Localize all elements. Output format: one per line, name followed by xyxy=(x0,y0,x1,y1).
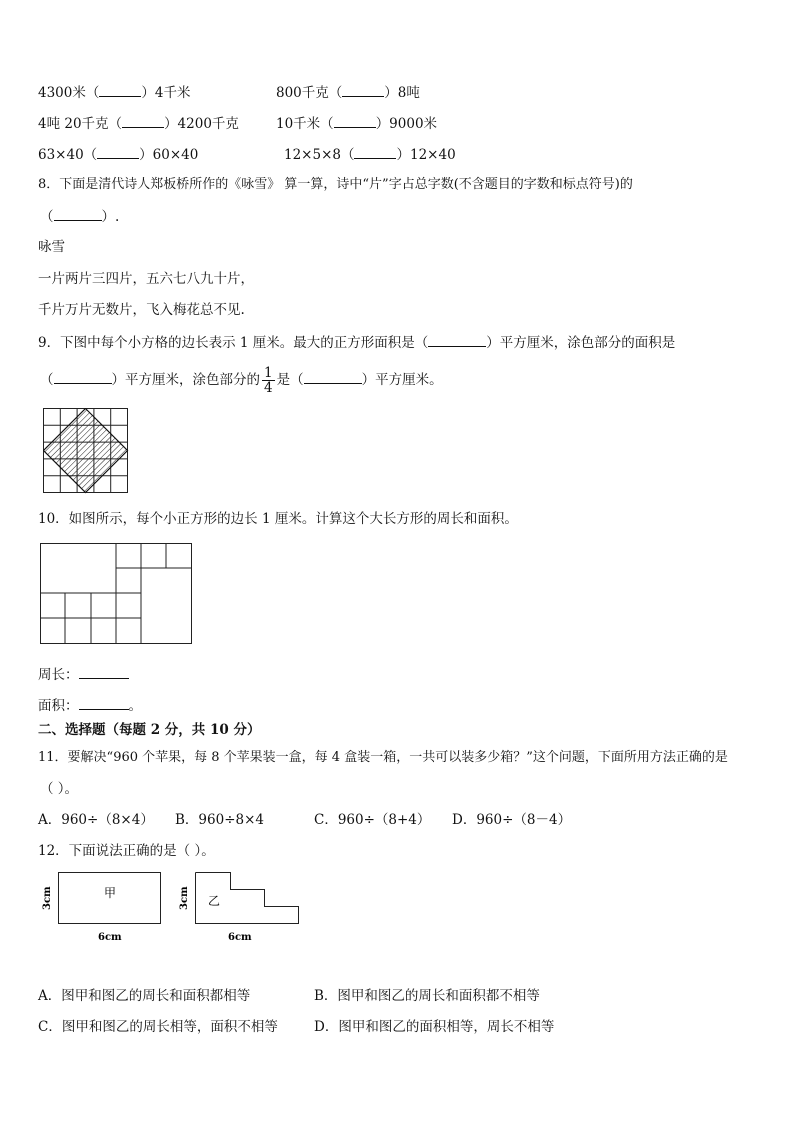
q9-question-line1: 9．下图中每个小方格的边长表示 1 厘米。最大的正方形面积是（ ）平方厘米，涂色部分的面积是 xyxy=(38,332,675,353)
q7-row1-left: 4300米（ ）4千米 xyxy=(38,82,190,103)
q10-question: 10．如图所示，每个小正方形的边长 1 厘米。计算这个大长方形的周长和面积。 xyxy=(38,511,518,527)
poem-line-2: 千片万片无数片，飞入梅花总不见. xyxy=(38,302,245,318)
answer-blank[interactable] xyxy=(334,113,376,128)
answer-blank[interactable] xyxy=(354,144,396,159)
shaded-diamond xyxy=(44,409,128,493)
answer-blank[interactable] xyxy=(122,113,164,128)
answer-blank[interactable] xyxy=(99,82,141,97)
answer-blank[interactable] xyxy=(54,206,102,221)
perimeter-line: 周长： xyxy=(38,664,129,685)
q11-option-a[interactable]: A．960÷（8×4） xyxy=(38,812,154,828)
q12-option-b[interactable]: B．图甲和图乙的周长和面积都不相等 xyxy=(314,988,540,1004)
area-blank[interactable] xyxy=(79,695,129,710)
q10-rectangle-figure xyxy=(40,543,193,645)
figure-yi-label: 乙 xyxy=(208,894,221,908)
q8-question: 8．下面是清代诗人郑板桥所作的《咏雪》 算一算，诗中“片”字占总字数(不含题目的字数和标点符号)的 xyxy=(38,177,633,192)
width-label-jia: 6cm xyxy=(98,932,122,943)
q9-question-line2: （ ）平方厘米，涂色部分的 $\frac{1}{4}$ 是（ ）平方厘米。 xyxy=(40,365,443,396)
q7-row2-right: 10千米（ ）9000米 xyxy=(276,113,437,134)
poem-title: 咏雪 xyxy=(38,239,65,255)
q12-figures xyxy=(36,868,306,948)
q12-option-a[interactable]: A．图甲和图乙的周长和面积都相等 xyxy=(38,988,251,1004)
width-label-yi: 6cm xyxy=(228,932,252,943)
q8-answer-line: （ ）. xyxy=(40,206,119,227)
q7-row3-left: 63×40（ ）60×40 xyxy=(38,144,198,165)
q7-row1-right: 800千克（ ）8吨 xyxy=(276,82,420,103)
q7-row3-right: 12×5×8（ ）12×40 xyxy=(284,144,456,165)
figure-jia-label: 甲 xyxy=(104,886,117,900)
q12-option-c[interactable]: C．图甲和图乙的周长相等，面积不相等 xyxy=(38,1019,278,1035)
q11-option-c[interactable]: C．960÷（8+4） xyxy=(314,812,431,828)
q11-option-d[interactable]: D．960÷（8－4） xyxy=(452,812,572,828)
section-title: 二、选择题（每题 2 分，共 10 分） xyxy=(38,722,261,738)
q7-row2-left: 4吨 20千克（ ）4200千克 xyxy=(38,113,239,134)
q12-option-d[interactable]: D．图甲和图乙的面积相等，周长不相等 xyxy=(314,1019,555,1035)
answer-blank[interactable] xyxy=(97,144,139,159)
perimeter-blank[interactable] xyxy=(79,664,129,679)
answer-blank[interactable] xyxy=(342,82,384,97)
fraction-one-quarter: $\frac{1}{4}$ xyxy=(264,365,273,396)
answer-blank[interactable] xyxy=(304,369,362,384)
q11-answer-paren[interactable]: （ ）。 xyxy=(40,781,79,797)
answer-blank[interactable] xyxy=(54,369,112,384)
q9-grid-figure xyxy=(43,408,129,494)
poem-line-1: 一片两片三四片，五六七八九十片， xyxy=(38,271,254,287)
q11-option-b[interactable]: B．960÷8×4 xyxy=(175,812,264,828)
q12-question: 12．下面说法正确的是（ ）。 xyxy=(38,843,215,859)
answer-blank[interactable] xyxy=(428,332,486,347)
height-label-jia: 3cm xyxy=(42,886,53,910)
height-label-yi: 3cm xyxy=(179,886,190,910)
q11-question: 11．要解决“960 个苹果，每 8 个苹果装一盒，每 4 盒装一箱，一共可以装多少箱？”这个问题，下面所用方法正确的是 xyxy=(38,750,728,765)
area-line: 面积： 。 xyxy=(38,695,142,716)
